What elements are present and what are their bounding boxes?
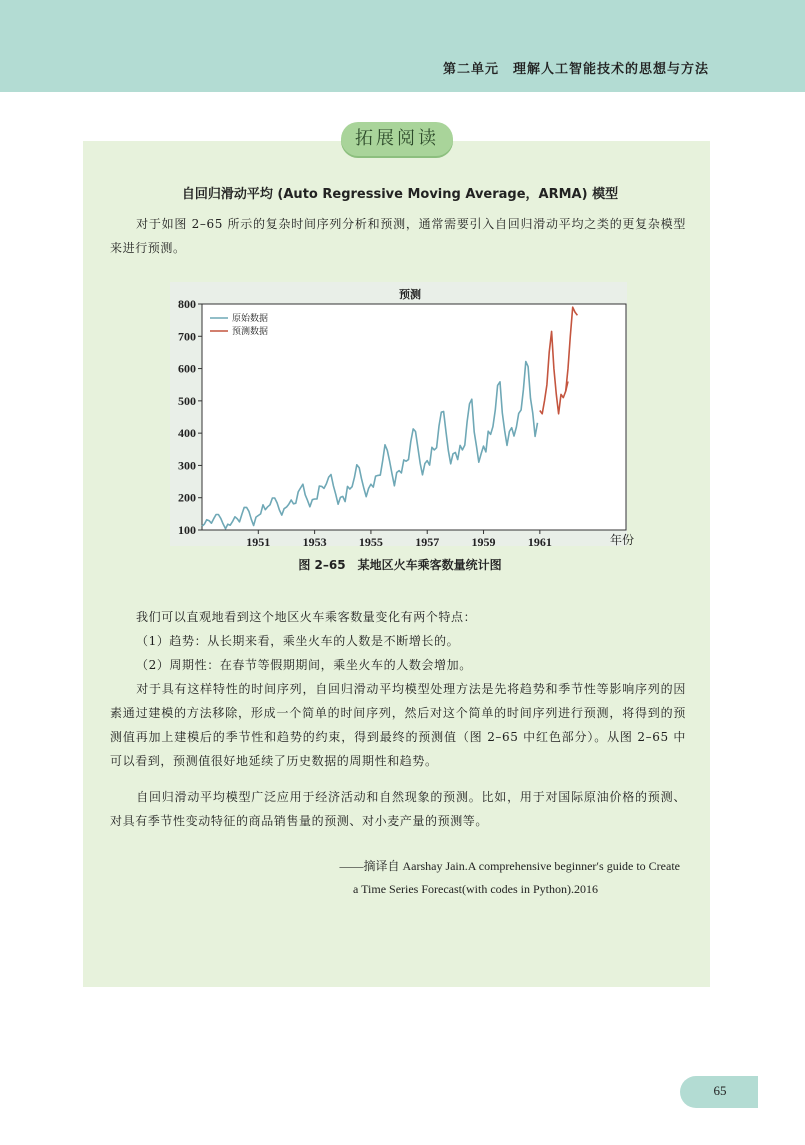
y-tick-label: 500: [178, 393, 196, 408]
body-text-4: 对于具有这样特性的时间序列，自回归滑动平均模型处理方法是先将趋势和季节性等影响序列的因素通过建模的方法移除，形成一个简单的时间序列，然后对这个简单的时间序列进行预测，将得到的预测值再加上建模后的季节性和趋势的约束，得到最终的预测值（图 2–65 中红色部分）。从图 2–65 中可以看到，预测值很好地延续了历史数据的周期性和趋势。: [110, 682, 686, 768]
body-paragraph-4: [110, 677, 686, 773]
x-tick-label: 1957: [415, 535, 440, 549]
figure-caption: 图 2–65 某地区火车乘客数量统计图: [298, 558, 502, 572]
x-tick-label: 1951: [246, 535, 271, 549]
intro-text: 对于如图 2–65 所示的复杂时间序列分析和预测，通常需要引入自回归滑动平均之类的更复杂模型来进行预测。: [110, 217, 686, 255]
x-tick-label: 1961: [527, 535, 552, 549]
body-paragraph-1: [110, 605, 686, 629]
extended-reading-badge: [341, 122, 453, 156]
x-axis-label: 年份: [610, 533, 635, 547]
citation-line-1: ——摘译自 Aarshay Jain.A comprehensive beginner′s guide to Create: [339, 859, 680, 873]
body-paragraph-3: [110, 653, 686, 677]
legend-label-original: 原始数据: [232, 314, 269, 324]
y-tick-label: 700: [178, 329, 196, 344]
body-text-1: 我们可以直观地看到这个地区火车乘客数量变化有两个特点：: [136, 610, 477, 624]
legend-label-forecast: 预测数据: [232, 327, 269, 337]
badge-label: 拓展阅读: [355, 128, 439, 149]
x-tick-label: 1953: [302, 535, 327, 549]
chart-title: 预测: [399, 288, 421, 301]
page-header: [0, 0, 805, 92]
plot-area: [202, 304, 626, 530]
passenger-chart: [170, 282, 640, 550]
y-tick-label: 400: [178, 426, 196, 441]
y-tick-label: 300: [178, 458, 196, 473]
x-tick-label: 1955: [358, 535, 383, 549]
page-number: 65: [713, 1083, 727, 1098]
x-tick-label: 1959: [471, 535, 496, 549]
unit-title: 第二单元 理解人工智能技术的思想与方法: [442, 62, 709, 77]
y-tick-label: 200: [178, 490, 196, 505]
y-tick-label: 600: [178, 361, 196, 376]
y-tick-label: 100: [178, 523, 196, 537]
body-text-5: 自回归滑动平均模型广泛应用于经济活动和自然现象的预测。比如，用于对国际原油价格的预测、对具有季节性变动特征的商品销售量的预测、对小麦产量的预测等。: [110, 790, 686, 828]
section-title: 自回归滑动平均 (Auto Regressive Moving Average，ARMA) 模型: [181, 187, 619, 202]
intro-paragraph: [110, 212, 686, 260]
body-paragraph-5: [110, 785, 686, 833]
body-paragraph-2: [110, 629, 686, 653]
citation-line-2: a Time Series Forecast(with codes in Python).2016: [353, 882, 598, 896]
body-text-2: （1）趋势：从长期来看，乘坐火车的人数是不断增长的。: [136, 634, 460, 648]
body-text-3: （2）周期性：在春节等假期期间，乘坐火车的人数会增加。: [136, 658, 472, 672]
y-tick-label: 800: [178, 297, 196, 311]
